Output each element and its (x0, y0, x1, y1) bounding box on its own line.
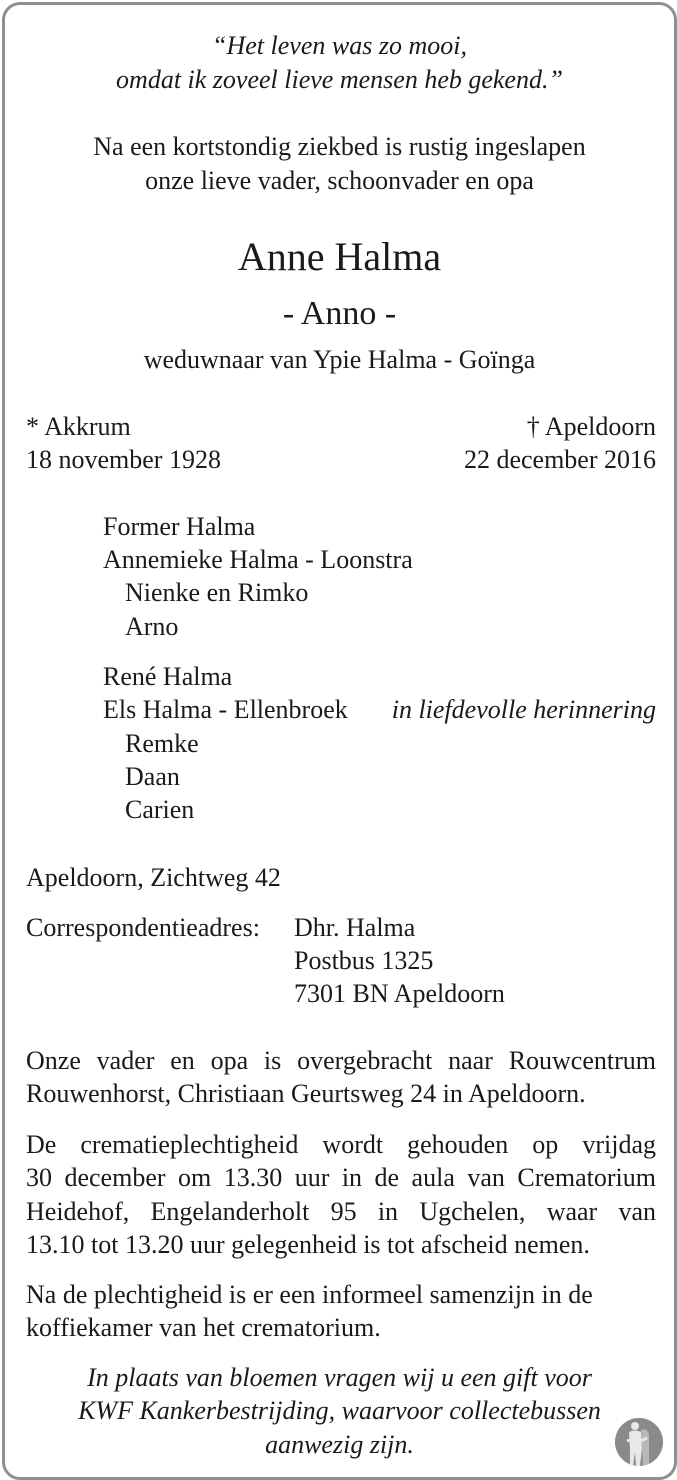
paragraph-line: Onze vader en opa is overgebracht naar Rouwcentrum (26, 1046, 656, 1075)
embracing-figures-icon (615, 1418, 663, 1466)
correspondence-line: Postbus 1325 (294, 946, 434, 975)
family-member: Els Halma - Ellenbroek (103, 695, 348, 724)
family-member: René Halma (103, 662, 233, 691)
closing-line: In plaats van bloemen vragen wij u een gift voor (87, 1363, 592, 1392)
closing-line: KWF Kankerbestrijding, waarvoor collectebussen (78, 1396, 601, 1425)
family-member: Remke (125, 729, 199, 758)
intro-line-1: Na een kortstondig ziekbed is rustig ingeslapen (93, 132, 586, 161)
family-member: Former Halma (103, 512, 256, 541)
quote-line-1: “Het leven was zo mooi, (212, 31, 467, 60)
closing-line: aanwezig zijn. (265, 1430, 414, 1459)
family-member: Carien (125, 795, 195, 824)
obituary-card (2, 2, 677, 1480)
paragraph-line: Na de plechtigheid is er een informeel samenzijn in de (26, 1280, 593, 1309)
family-member: Annemieke Halma - Loonstra (103, 545, 413, 574)
correspondence-line: 7301 BN Apeldoorn (294, 979, 505, 1008)
remembrance-note: in liefdevolle herinnering (391, 695, 656, 724)
birth-place: * Akkrum (26, 412, 131, 441)
family-member: Nienke en Rimko (125, 578, 309, 607)
paragraph-line: Rouwenhorst, Christiaan Geurtsweg 24 in Apeldoorn. (26, 1079, 586, 1108)
death-date: 22 december 2016 (463, 445, 656, 474)
deceased-nickname: - Anno - (282, 295, 397, 332)
family-member: Daan (125, 762, 180, 791)
correspondence-line: Dhr. Halma (294, 913, 416, 942)
death-place: † Apeldoorn (526, 412, 656, 441)
home-address: Apeldoorn, Zichtweg 42 (26, 863, 281, 892)
paragraph-line: De crematieplechtigheid wordt gehouden op vrijdag (26, 1130, 656, 1159)
paragraph-line: koffiekamer van het crematorium. (26, 1313, 381, 1342)
spouse-line: weduwnaar van Ypie Halma - Goïnga (143, 345, 536, 374)
family-member: Arno (125, 612, 179, 641)
deceased-name: Anne Halma (237, 234, 442, 279)
intro-line-2: onze lieve vader, schoonvader en opa (145, 166, 534, 195)
paragraph-line: Heidehof, Engelanderholt 95 in Ugchelen, waar van (26, 1197, 656, 1226)
quote-line-2: omdat ik zoveel lieve mensen heb gekend.” (116, 65, 563, 94)
paragraph-line: 13.10 tot 13.20 uur gelegenheid is tot afscheid nemen. (26, 1230, 590, 1259)
birth-date: 18 november 1928 (26, 445, 221, 474)
correspondence-label: Correspondentieadres: (26, 913, 260, 942)
paragraph-line: 30 december om 13.30 uur in de aula van Crematorium (26, 1163, 656, 1192)
